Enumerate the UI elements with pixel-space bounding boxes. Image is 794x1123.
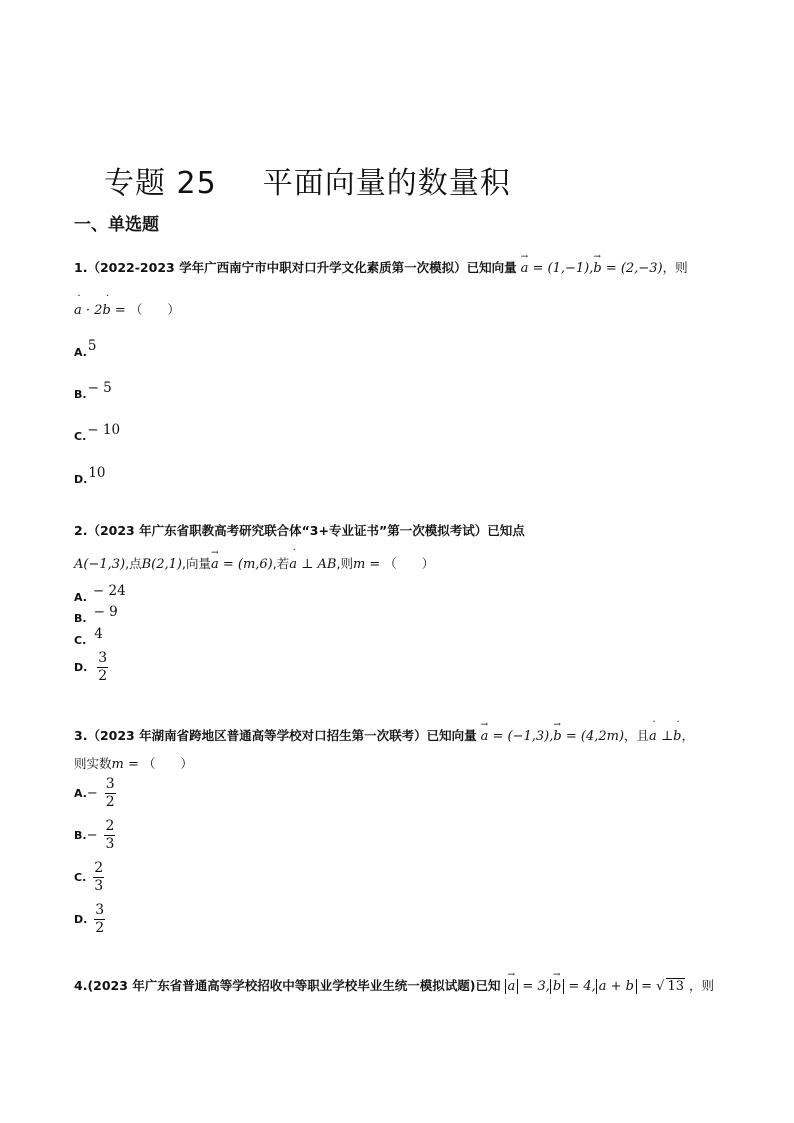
fraction: $\frac{2}{3}$	[105, 818, 115, 852]
point-a: A(−1,3)	[74, 557, 126, 572]
option-d: D. $\frac{3}{2}$	[74, 902, 105, 936]
question-source: （2022-2023 学年广西南宁市中职对口升学文化素质第一次模拟）已知向量	[87, 260, 517, 275]
question-2-line-2: A(−1,3),点B(2,1),向量→ a = (m,6),若˙ a ⊥ AB,则m = （ ）	[74, 554, 434, 572]
fraction: $\frac{3}{2}$	[95, 902, 105, 936]
m-equals: m =	[352, 557, 381, 572]
question-number: 3.	[74, 728, 88, 743]
title-number: 专题 25	[104, 166, 217, 201]
option-b: B.− $\frac{2}{3}$	[74, 818, 115, 852]
vector-a-expression: → a = (m,6)	[211, 557, 273, 572]
option-a: A. − 24	[74, 583, 126, 604]
question-4-line-1	[74, 976, 714, 994]
question-tail: ，则	[689, 978, 715, 993]
option-c: C. 4	[74, 626, 103, 647]
point-b: B(2,1)	[141, 557, 182, 572]
question-2-line-1	[74, 521, 525, 539]
option-d: D.10	[74, 465, 106, 486]
perpendicular-expression: ˙ a ⊥ AB	[289, 557, 336, 572]
question-number: 4.	[74, 978, 88, 993]
section-heading: 一、单选题	[74, 215, 159, 235]
question-tail: ，则	[662, 260, 688, 275]
option-a: A.− $\frac{3}{2}$	[74, 776, 115, 810]
math-expression: → a = 3,→ b = 4, a + b = √ 13	[505, 979, 686, 994]
question-1-line-1	[74, 258, 688, 276]
question-3-line-2: 则实数m = （ ）	[74, 756, 193, 772]
option-c: C.− 10	[74, 422, 121, 443]
question-number: 2.	[74, 523, 88, 538]
perpendicular-expression: ˙ a ⊥˙ b	[649, 729, 681, 744]
math-expression: ˙ a · 2˙ b =	[74, 303, 126, 318]
answer-paren: （ ）	[129, 302, 180, 317]
math-expression: → a = (1,−1),→ b = (2,−3)	[521, 261, 663, 276]
question-source: （2023 年湖南省跨地区普通高等学校对口招生第一次联考）已知向量	[87, 728, 477, 743]
question-source: （2023 年广东省职教高考研究联合体“3+专业证书”第一次模拟考试）已知点	[87, 523, 525, 538]
option-c: C. $\frac{2}{3}$	[74, 860, 104, 894]
question-1-line-2	[74, 300, 180, 318]
option-d: D. $\frac{3}{2}$	[74, 650, 108, 684]
question-source: (2023 年广东省普通高等学校招收中等职业学校毕业生统一模拟试题)已知	[87, 978, 501, 993]
math-expression: → a = (−1,3),→ b = (4,2m)	[481, 729, 624, 744]
answer-paren: （ ）	[142, 756, 193, 771]
question-3-line-1: 3.（2023 年湖南省跨地区普通高等学校对口招生第一次联考）已知向量 → a = (−1,3),→ b = (4,2m)，且˙ a ⊥˙ b，	[74, 726, 694, 744]
question-number: 1.	[74, 260, 88, 275]
m-equals: m =	[111, 757, 139, 772]
option-b: B. − 9	[74, 604, 118, 625]
title-topic: 平面向量的数量积	[262, 166, 511, 201]
fraction: $\frac{2}{3}$	[94, 860, 104, 894]
answer-paren: （ ）	[384, 556, 435, 571]
page-title	[104, 158, 511, 202]
option-a: A.5	[74, 338, 97, 359]
fraction: $\frac{3}{2}$	[105, 776, 115, 810]
fraction: $\frac{3}{2}$	[98, 650, 108, 684]
option-b: B.− 5	[74, 380, 112, 401]
